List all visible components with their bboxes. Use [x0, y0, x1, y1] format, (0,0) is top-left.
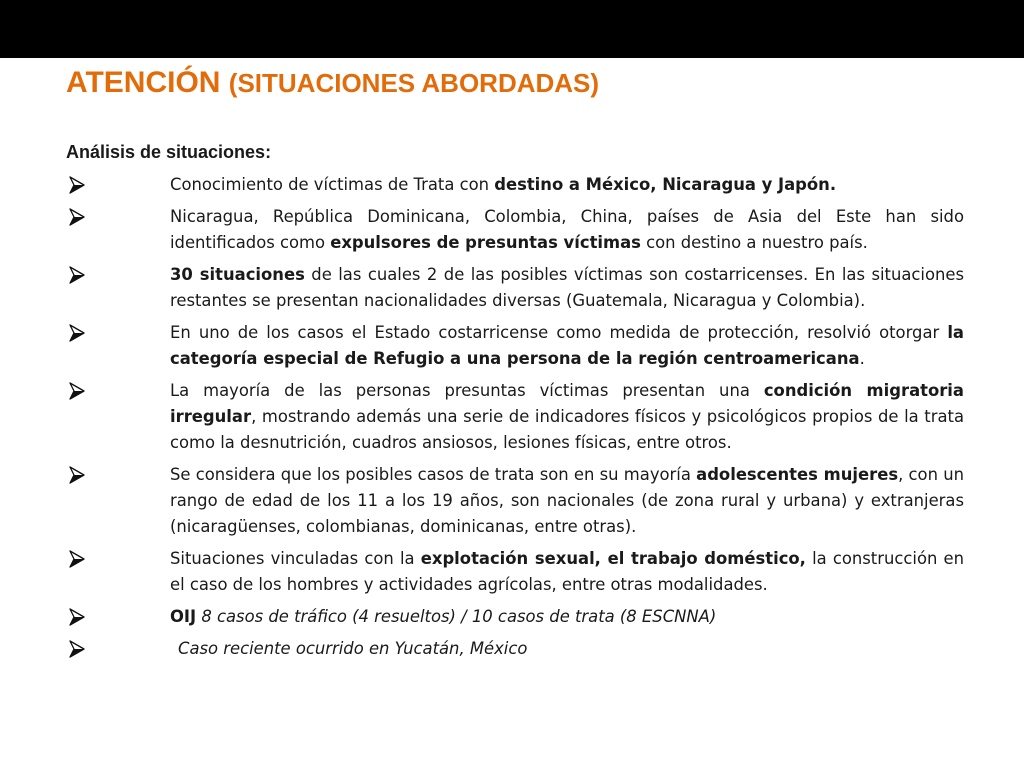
bullet-text [170, 204, 964, 256]
italic-run: 8 casos de tráfico (4 resueltos) / 10 casos de trata (8 ESCNNA) [201, 607, 717, 626]
bullet-item [66, 172, 964, 198]
bullet-text [170, 636, 964, 662]
text-run: Nicaragua, República Dominicana, Colombia, China, países de Asia del Este han sido identificados como [170, 207, 964, 252]
arrowhead-bullet-icon [68, 549, 86, 569]
bullet-item [66, 462, 964, 540]
bullet-item [66, 604, 964, 630]
bullet-item [66, 320, 964, 372]
arrowhead-bullet-icon [68, 639, 86, 659]
text-run: Situaciones vinculadas con la [170, 549, 421, 568]
slide-title [66, 64, 599, 102]
bold-run: la categoría especial de Refugio a una persona de la región centroamericana [170, 323, 964, 368]
bold-run: adolescentes mujeres [696, 465, 899, 484]
arrowhead-bullet-icon [68, 381, 86, 401]
bullet-item [66, 546, 964, 598]
arrowhead-bullet-icon [68, 607, 86, 627]
bullet-text [170, 604, 964, 630]
text-run: la construcción en el caso de los hombres y actividades agrícolas, entre otras modalidades. [170, 549, 965, 594]
bold-run: expulsores de presuntas víctimas [330, 233, 641, 252]
bullet-text [170, 320, 964, 372]
bullet-item [66, 204, 964, 256]
text-run: con destino a nuestro país. [640, 233, 868, 252]
title-main: ATENCIÓN [66, 66, 221, 99]
text-run: Se considera que los posibles casos de trata son en su mayoría [170, 465, 697, 484]
text-run: Conocimiento de víctimas de Trata con [170, 175, 495, 194]
bullet-text [170, 546, 964, 598]
arrowhead-bullet-icon [68, 465, 86, 485]
bullet-text [170, 462, 964, 540]
title-parenthetical: (SITUACIONES ABORDADAS) [228, 68, 600, 98]
bold-run: destino a México, Nicaragua y Japón. [494, 175, 837, 194]
text-run: La mayoría de las personas presuntas víctimas presentan una [170, 381, 764, 400]
text-run: En uno de los casos el Estado costarricense como medida de protección, resolvió otorgar [170, 323, 948, 342]
bullet-list [66, 172, 964, 668]
bullet-text [170, 262, 964, 314]
text-run: , mostrando además una serie de indicadores físicos y psicológicos propios de la trata como la desnutrición, cuadros ansiosos, lesiones físicas, entre otros. [170, 407, 964, 452]
bullet-item [66, 262, 964, 314]
text-run: de las cuales 2 de las posibles víctimas son costarricenses. En las situaciones restantes se presentan nacionalidades diversas (Guatemala, Nicaragua y Colombia). [170, 265, 965, 310]
arrowhead-bullet-icon [68, 265, 86, 285]
text-run: . [859, 349, 865, 368]
bold-run: explotación sexual, el trabajo doméstico, [420, 549, 806, 568]
text-run: , con un rango de edad de los 11 a los 19 años, son nacionales (de zona rural y urbana) y extranjeras (nicaragüenses, colombianas, dominicanas, entre otras). [170, 465, 964, 536]
bullet-text [170, 378, 964, 456]
arrowhead-bullet-icon [68, 323, 86, 343]
bullet-text [170, 172, 964, 198]
slide-subtitle: Análisis de situaciones: [66, 142, 272, 162]
bullet-item [66, 636, 964, 662]
bold-run: condición migratoria irregular [170, 381, 964, 426]
arrowhead-bullet-icon [68, 175, 86, 195]
arrowhead-bullet-icon [68, 207, 86, 227]
bold-run: 30 situaciones [170, 265, 305, 284]
italic-run: Caso reciente ocurrido en Yucatán, México [178, 639, 528, 658]
top-black-bar [0, 0, 1024, 58]
bullet-item [66, 378, 964, 456]
bold-run: OIJ [170, 607, 197, 626]
